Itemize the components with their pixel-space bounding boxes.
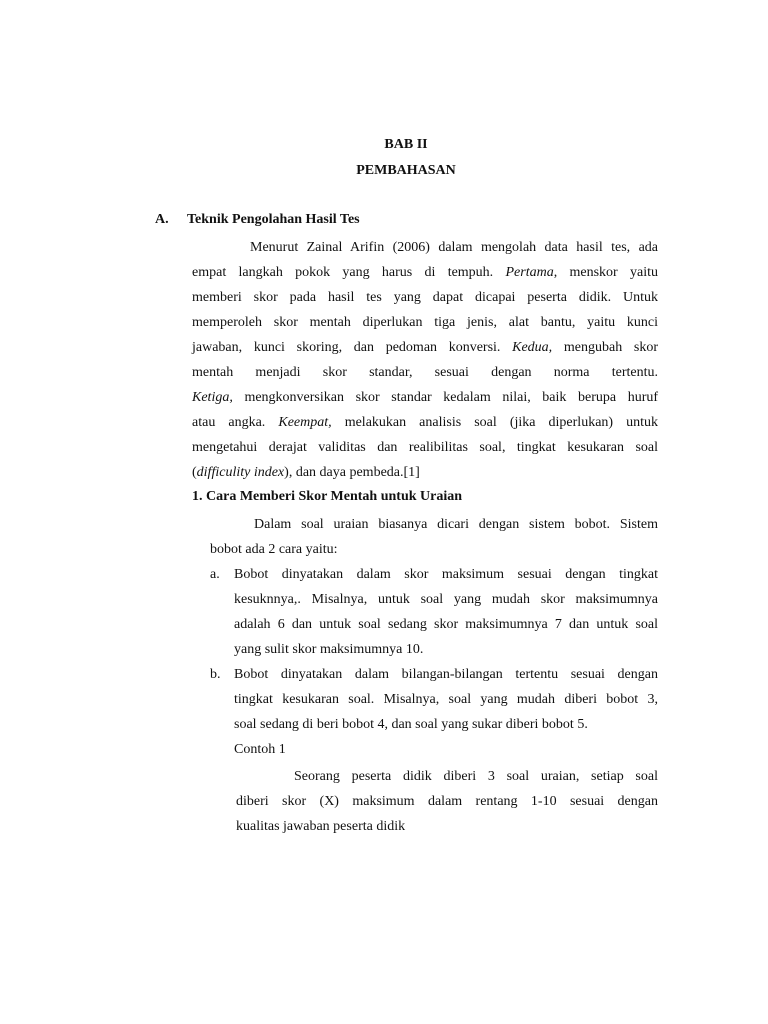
- para1-line3: memberi skor pada hasil tes yang dapat dicapai peserta didik. Untuk: [192, 290, 658, 305]
- para1-l5c: mengubah skor: [563, 340, 658, 355]
- para1-l10b-italic: difficulity index: [196, 465, 285, 480]
- para1-l2b-italic: Pertama: [505, 265, 554, 280]
- para1-line9: mengetahui derajat validitas dan realibilitas soal, tingkat kesukaran soal: [192, 440, 658, 455]
- chapter-title: PEMBAHASAN: [356, 163, 456, 178]
- para1-l7a-italic: Ketiga,: [192, 390, 233, 405]
- example-paragraph: [236, 764, 658, 839]
- item-a-line4: yang sulit skor maksimumnya 10.: [234, 642, 424, 657]
- paragraph-1: [192, 235, 658, 485]
- para1-line8: [192, 410, 658, 435]
- para1-line1: Menurut Zainal Arifin (2006) dalam mengolah data hasil tes, ada: [250, 240, 658, 255]
- para1-l10c: ), dan daya pembeda.[1]: [284, 465, 420, 480]
- item-b-marker: b.: [210, 667, 221, 682]
- para1-line6: mentah menjadi skor standar, sesuai dengan norma tertentu.: [192, 365, 658, 380]
- para1-l8a: atau angka.: [192, 415, 266, 430]
- para1-line2: [192, 260, 658, 285]
- para1-line10: [192, 460, 658, 485]
- para1-line5: [192, 335, 658, 360]
- item-b-line2: tingkat kesukaran soal. Misalnya, soal yang mudah diberi bobot 3,: [234, 692, 658, 707]
- section-a-title: Teknik Pengolahan Hasil Tes: [187, 212, 360, 227]
- example-line2: diberi skor (X) maksimum dalam rentang 1-10 sesuai dengan: [236, 794, 658, 809]
- para2-line2: bobot ada 2 cara yaitu:: [210, 542, 338, 557]
- example-line1: Seorang peserta didik diberi 3 soal uraian, setiap soal: [294, 769, 658, 784]
- item-a-line3: adalah 6 dan untuk soal sedang skor maksimumnya 7 dan untuk soal: [234, 617, 658, 632]
- item-a-marker: a.: [210, 567, 220, 582]
- para1-l2c: , menskor yaitu: [553, 265, 658, 280]
- subsection-1-title: 1. Cara Memberi Skor Mentah untuk Uraian: [192, 489, 463, 504]
- para1-l5b-italic: Kedua,: [512, 340, 553, 355]
- item-b-line4-example-label: Contoh 1: [234, 742, 286, 757]
- para1-line7: [192, 385, 658, 410]
- para2-line1: Dalam soal uraian biasanya dicari dengan sistem bobot. Sistem: [254, 517, 658, 532]
- para1-l2a: empat langkah pokok yang harus di tempuh.: [192, 265, 494, 280]
- item-a-text: [234, 562, 658, 662]
- para1-l5a: jawaban, kunci skoring, dan pedoman konversi.: [192, 340, 501, 355]
- para1-line4: memperoleh skor mentah diperlukan tiga jenis, alat bantu, yaitu kunci: [192, 315, 658, 330]
- item-b-line1: Bobot dinyatakan dalam bilangan-bilangan tertentu sesuai dengan: [234, 667, 658, 682]
- para1-l8c: melakukan analisis soal (jika diperlukan) untuk: [344, 415, 659, 430]
- para1-l8b-italic: Keempat,: [278, 415, 332, 430]
- section-a-marker: A.: [155, 212, 169, 227]
- item-b-line3: soal sedang di beri bobot 4, dan soal yang sukar diberi bobot 5.: [234, 717, 588, 732]
- item-b-text: [234, 662, 658, 762]
- example-line3: kualitas jawaban peserta didik: [236, 819, 406, 834]
- item-a-line2: kesuknnya,. Misalnya, untuk soal yang mudah skor maksimumnya: [234, 592, 658, 607]
- chapter-number: BAB II: [384, 137, 428, 152]
- para1-l7b: mengkonversikan skor standar kedalam nilai, baik berupa huruf: [244, 390, 659, 405]
- para1-l10a: (: [192, 465, 197, 480]
- paragraph-2: [210, 512, 658, 562]
- item-a-line1: Bobot dinyatakan dalam skor maksimum sesuai dengan tingkat: [234, 567, 658, 582]
